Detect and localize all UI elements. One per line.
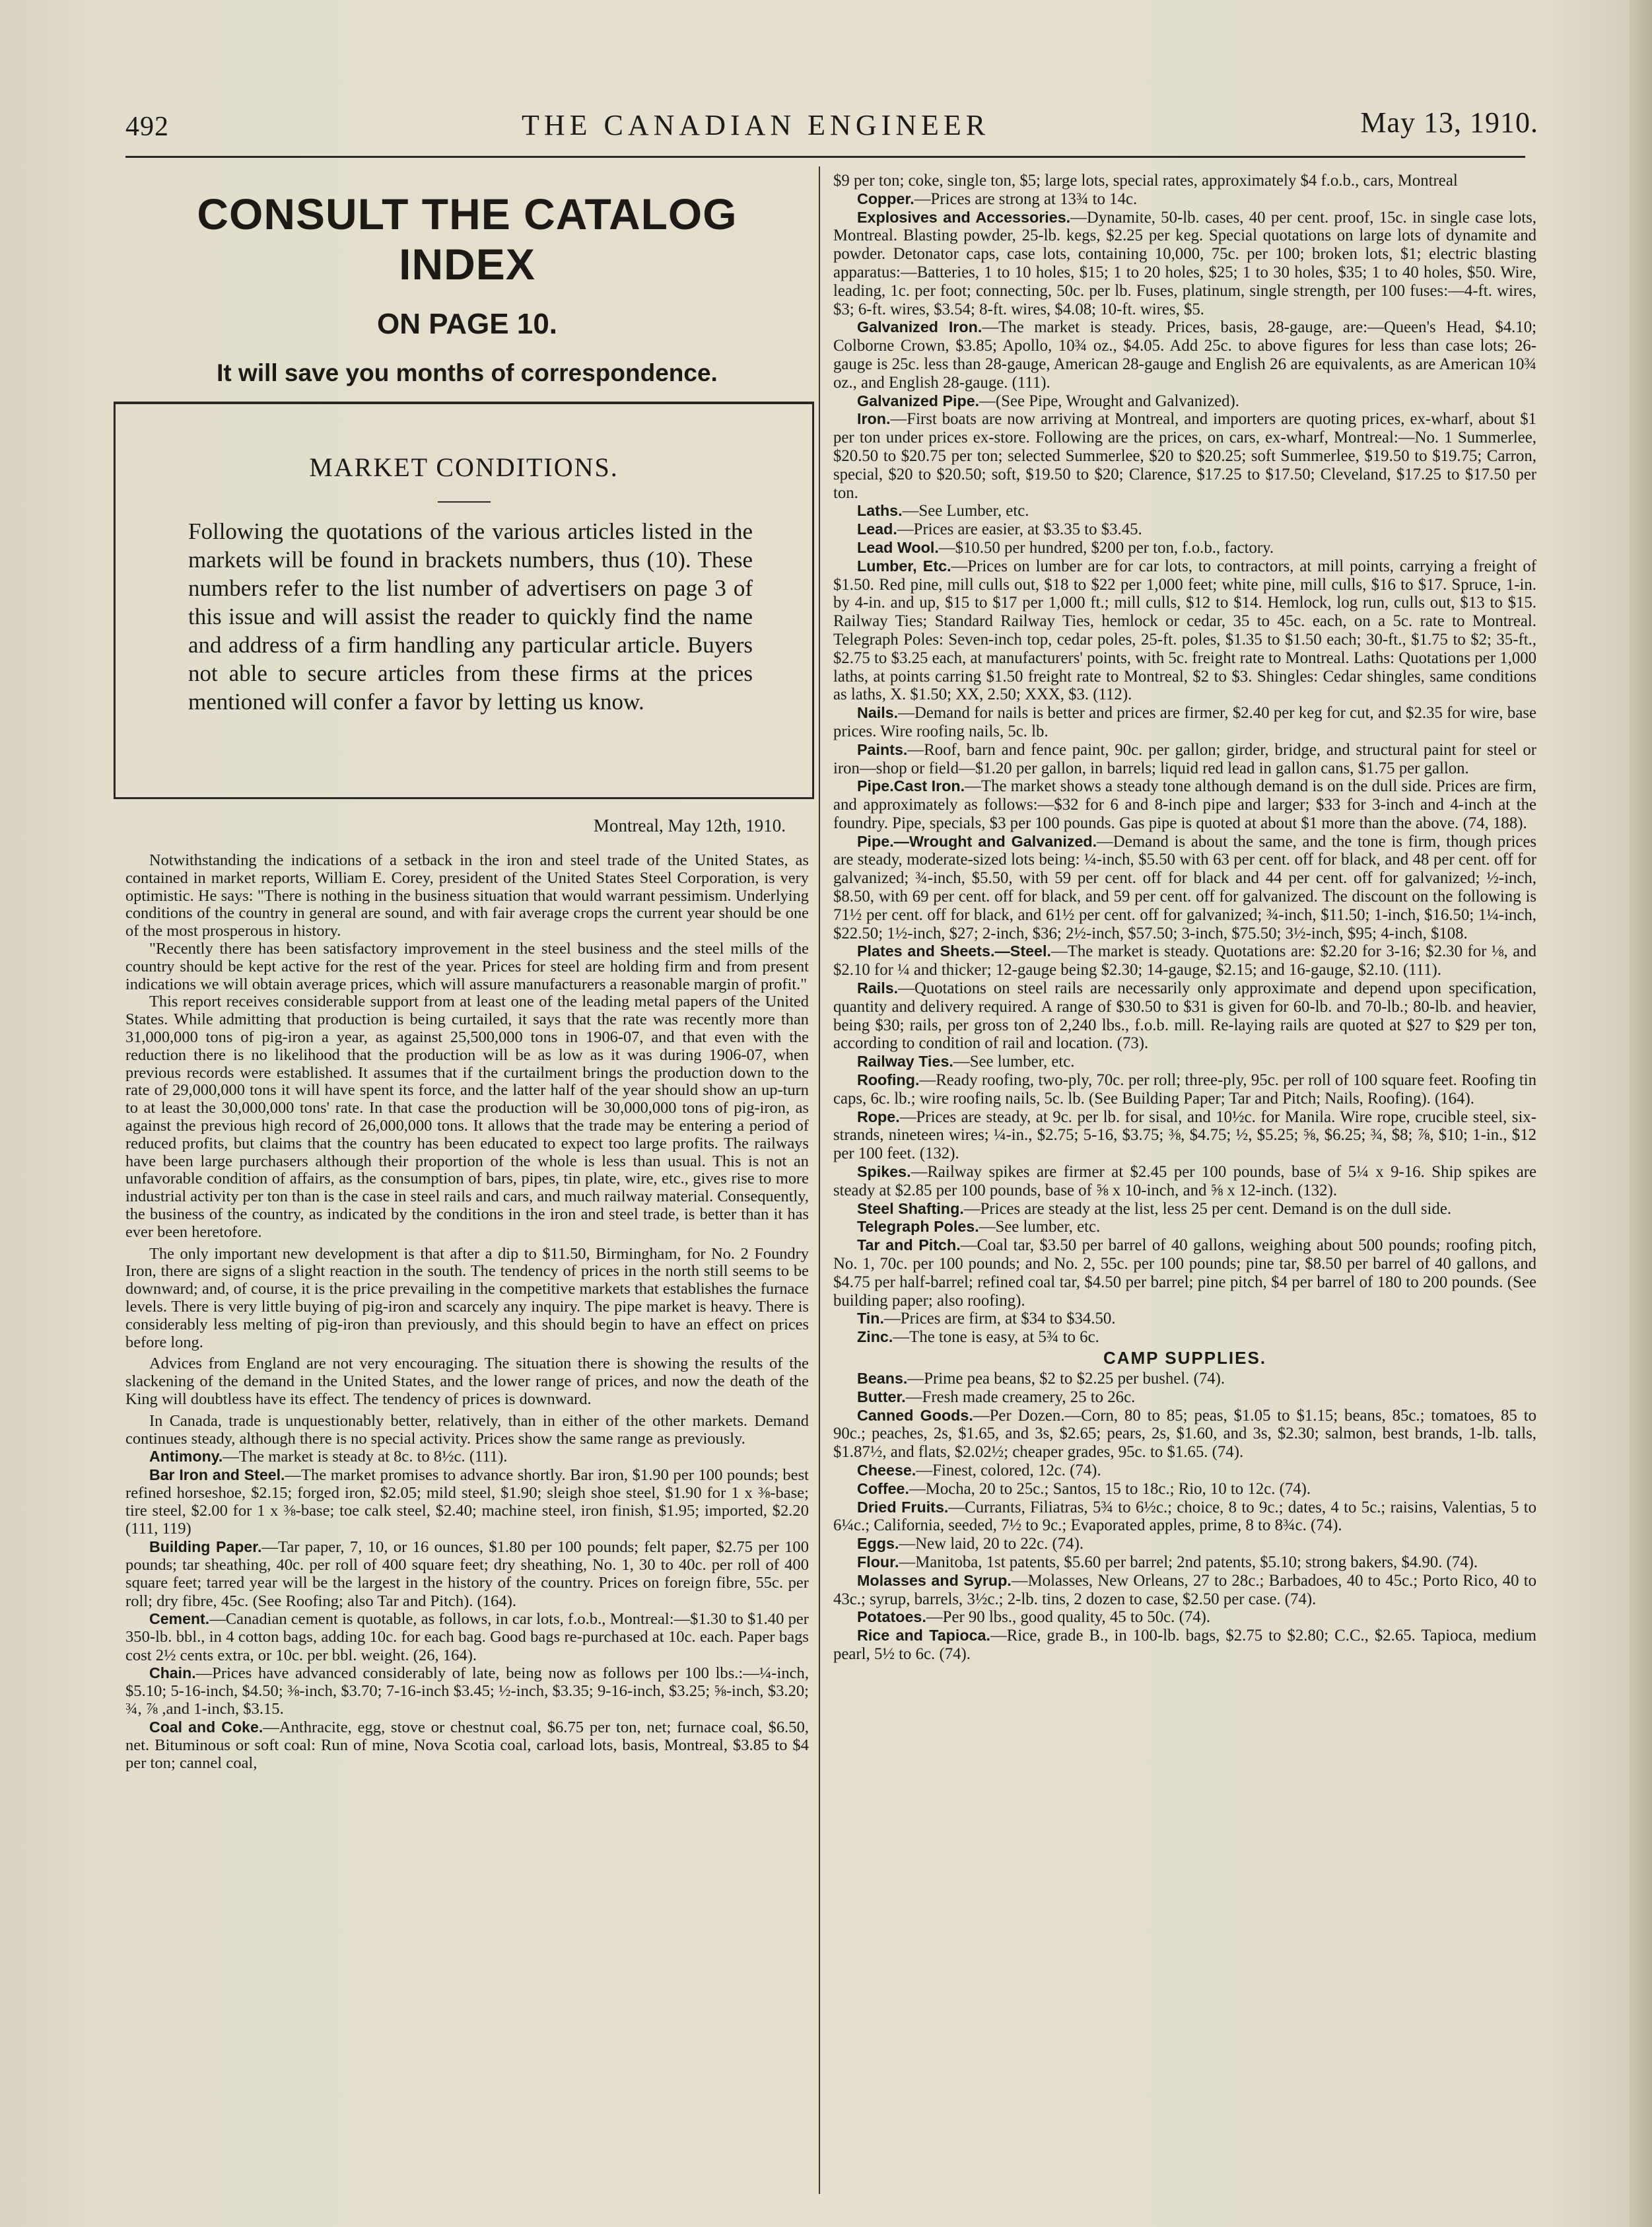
- market-item: [833, 1462, 1536, 1480]
- market-item: [833, 318, 1536, 392]
- market-item-heading: Cement.: [149, 1609, 210, 1627]
- market-item: [833, 979, 1536, 1053]
- market-item-text: —First boats are now arriving at Montreal, and importers are quoting prices, ex-wharf, about $1 per ton under prices ex-store. Following are the prices, on cars, ex-wharf, Montreal:—No. 1 Summerlee, $20.50 to $20.75 per ton; selected Summerlee, $20 to $20.25; soft Summerlee, $19.50 to $19.75; Carron, special, $20 to $20.50; soft, $19.50 to $20; Clarence, $17.25 to $17.50; Cleveland, $17.25 to $17.50 per ton.: [833, 410, 1536, 502]
- market-item-text: —See Lumber, etc.: [902, 502, 1029, 520]
- ad-tagline: It will save you months of correspondence.: [217, 359, 718, 386]
- market-item-text: —Railway spikes are firmer at $2.45 per 100 pounds, base of 5¼ x 9-16. Ship spikes are steady at $2.85 per 100 pounds, base of ⅝ x 10-inch, and ⅝ x 12-inch. (132).: [833, 1163, 1536, 1199]
- market-item: [125, 1664, 809, 1718]
- market-item-heading: Tin.: [857, 1310, 884, 1327]
- market-item: [833, 1310, 1536, 1328]
- market-item-heading: Spikes.: [857, 1163, 911, 1181]
- market-conditions-box: [114, 402, 814, 799]
- market-item-heading: Galvanized Iron.: [857, 318, 982, 336]
- market-item-text: —Manitoba, 1st patents, $5.60 per barrel; 2nd patents, $5.10; strong bakers, $4.90. (74).: [899, 1553, 1478, 1571]
- market-item-heading: Flour.: [857, 1553, 899, 1571]
- market-item-text: —Prices are strong at 13¾ to 14c.: [914, 190, 1138, 208]
- market-item: [833, 1553, 1536, 1572]
- market-item: [833, 1163, 1536, 1200]
- market-item: [833, 557, 1536, 704]
- market-item-heading: Copper.: [857, 190, 914, 207]
- market-item-heading: Coal and Coke.: [149, 1718, 263, 1736]
- page-number: 492: [125, 112, 169, 142]
- market-item-heading: Paints.: [857, 740, 908, 758]
- market-item: [125, 1466, 809, 1538]
- market-item-text: —Dynamite, 50-lb. cases, 40 per cent. proof, 15c. in single case lots, Montreal. Blasting powder, 25-lb. kegs, $2.25 per keg. Special quotations on large lots of dynamite and powder. Detonator caps, case lots, containing 10,000, 75c. per 100; broken lots, $1; electric blasting apparatus:—Batteries, 1 to 10 holes, $15; 1 to 20 holes, $25; 1 to 30 holes, $35; 1 to 40 holes, $50. Wire, leading, 1c. per foot; connecting, 50c. per lb. Fuses, platinum, single strength, per 100 fuses:—4-ft. wires, $3; 6-ft. wires, $3.54; 8-ft. wires, $4.08; 10-ft. wires, $5.: [833, 208, 1536, 318]
- market-item-text: —Prices are easier, at $3.35 to $3.45.: [897, 520, 1142, 539]
- market-item-heading: Telegraph Poles.: [857, 1218, 979, 1236]
- market-item-heading: Beans.: [857, 1370, 908, 1387]
- market-item-text: —Per 90 lbs., good quality, 45 to 50c. (74).: [926, 1608, 1211, 1627]
- market-item: [833, 1218, 1536, 1236]
- market-item-text: —Canadian cement is quotable, as follows, in car lots, f.o.b., Montreal:—$1.30 to $1.40 per 350-lb. bbl., in 4 cotton bags, adding 10c. for each bag. Good bags re-purchased at 10c. each. Paper bags cost 2½ cents extra, or 10c. per bbl. weight. (26, 164).: [125, 1609, 809, 1664]
- market-item: [125, 1610, 809, 1664]
- left-market-items: [125, 1448, 809, 1772]
- market-item: [833, 777, 1536, 832]
- market-item: [833, 1200, 1536, 1219]
- market-item-heading: Plates and Sheets.—Steel.: [857, 942, 1051, 960]
- market-item-text: —Anthracite, egg, stove or chestnut coal, $6.75 per ton, net; furnace coal, $6.50, net. Bituminous or soft coal: Run of mine, Nova Scotia coal, carload lots, basis, Montreal, $3.85 to $4 per ton; cannel coal,: [125, 1718, 809, 1773]
- market-item: [833, 410, 1536, 502]
- market-item-heading: Nails.: [857, 704, 899, 722]
- left-column: [125, 165, 809, 1773]
- market-item-text: —Prices are firm, at $34 to $34.50.: [884, 1310, 1116, 1328]
- market-item-heading: Bar Iron and Steel.: [149, 1466, 285, 1483]
- market-item: [833, 1108, 1536, 1163]
- market-item-heading: Explosives and Accessories.: [857, 208, 1071, 226]
- market-item-heading: Zinc.: [857, 1328, 893, 1346]
- market-item-heading: Rails.: [857, 979, 899, 997]
- market-item: [833, 502, 1536, 520]
- market-item: [833, 190, 1536, 209]
- market-item-text: —Demand is about the same, and the tone is firm, though prices are steady, moderate-sized lots being: ¼-inch, $5.50 with 63 per cent. off for black, and 48 per cent. off for galvanized; ¾-inch, $5.50, with 59 per cent. off for black and 44 per cent. off for galvanized; ½-inch, $8.50, with 69 per cent. off for black, and 59 per cent. off for galvanized. The discount on the following is 71½ per cent. off for black, and 61½ per cent. off for galvanized; ¾-inch, $11.50; 1-inch, $16.50; 1¼-inch, $22.50; 1½-inch, $27; 2-inch, $36; 2½-inch, $57.50; 3-inch, $75.50; 3½-inch, $95; 4-inch, $108.: [833, 832, 1536, 942]
- market-item: [833, 741, 1536, 778]
- market-item-text: —The market shows a steady tone although demand is on the dull side. Prices are firm, and approximately as follows:—$32 for 6 and 8-inch pipe and larger; $33 for 3-inch and 4-inch at the foundry. Pipe, specials, $3 per 100 pounds. Gas pipe is quoted at about $1 more than the above. (74, 188).: [833, 777, 1536, 832]
- market-item-heading: Antimony.: [149, 1448, 223, 1466]
- box-title-rule: [438, 501, 491, 503]
- market-item: [833, 833, 1536, 943]
- market-item-text: —Fresh made creamery, 25 to 26c.: [905, 1388, 1136, 1406]
- right-column: [833, 172, 1536, 1664]
- market-item-text: —Mocha, 20 to 25c.; Santos, 15 to 18c.; Rio, 10 to 12c. (74).: [909, 1479, 1311, 1498]
- market-item-heading: Pipe.Cast Iron.: [857, 777, 965, 795]
- right-market-items: [833, 190, 1536, 1347]
- market-item-heading: Lead.: [857, 520, 897, 538]
- market-item-text: —Coal tar, $3.50 per barrel of 40 gallons, weighing about 500 pounds; roofing pitch, No. 1, 70c. per 100 pounds; and No. 2, 55c. per 100 pounds; pine tar, $8.50 per barrel of 40 gallons, and $4.75 per half-barrel; refined coal tar, $4.50 per barrel; pine pitch, $4 per barrel of 180 to 200 pounds. (See building paper; also roofing).: [833, 1236, 1536, 1310]
- market-item-text: —The market is steady. Prices, basis, 28-gauge, are:—Queen's Head, $4.10; Colborne Crown, $3.85; Apollo, 10¾ oz., $4.05. Add 25c. to above figures for less than case lots; 26-gauge is 25c. less than 28-gauge, American 28-gauge and English 26 are equivalents, as are American 10¾ oz., and English 28-gauge. (111).: [833, 318, 1536, 392]
- story-paragraph: This report receives considerable support from at least one of the leading metal papers of the United States. While admitting that production is being curtailed, it says that the rate was recently more than 31,000,000 tons of pig-iron a year, as against 25,500,000 tons in 1906-07, and that even with the reduction there is no likelihood that the production will be as low as it was during 1906-07, when previous records were established. It assumes that if the curtailment brings the production down to the rate of 29,000,000 tons it will have spent its force, and the latter half of the year should show an up-turn to at least the 30,000,000 tons' rate. In that case the production will be 30,000,000 tons of pig-iron, as against the previous high record of 26,000,000 tons. It allows that the trade may be entering a period of reduced profits, but claims that the country has been educated to expect too large profits. The railways have been large purchasers although their proportion of the whole is less than usual. This is not an unfavorable condition of affairs, as the consumption of bars, pipes, tin plate, wire, etc., gives rise to more industrial activity per ton than is the case in steel rails and cars, and much railway material. Consequently, the business of the country, as indicated by the conditions in the iron and steel trade, is better than it has ever been heretofore.: [125, 993, 809, 1241]
- market-item-text: —The market is steady. Quotations are: $2.20 for 3-16; $2.30 for ⅛, and $2.10 for ¼ and thicker; 12-gauge being $2.30; 14-gauge, $2.15; and 16-gauge, $2.10. (111).: [833, 942, 1536, 979]
- market-item-heading: Dried Fruits.: [857, 1498, 949, 1516]
- market-item-heading: Canned Goods.: [857, 1406, 973, 1424]
- story-paragraph: The only important new development is that after a dip to $11.50, Birmingham, for No. 2 Foundry Iron, there are signs of a slight reaction in the south. The tendency of prices in the north still seems to be downward; and, of course, it is the price prevailing in the competitive markets that establishes the furnace levels. There is very little buying of pig-iron and scarcely any inquiry. The pipe market is heavy. There is considerably less melting of pig-iron than previously, and this should begin to have an effect on prices before long.: [125, 1244, 809, 1351]
- market-item-text: —Prime pea beans, $2 to $2.25 per bushel. (74).: [907, 1370, 1225, 1388]
- market-item-text: —Currants, Filiatras, 5¾ to 6½c.; choice, 8 to 9c.; dates, 4 to 5c.; raisins, Valentias, 5 to 6¼c.; California, seeded, 7½ to 9c.; Evaporated apples, prime, 8 to 8¾c. (74).: [833, 1498, 1536, 1535]
- market-item-heading: Coffee.: [857, 1479, 909, 1497]
- market-item-heading: Laths.: [857, 502, 903, 520]
- dateline: Montreal, May 12th, 1910.: [594, 816, 786, 835]
- market-item-heading: Building Paper.: [149, 1538, 262, 1555]
- market-item: [833, 392, 1536, 411]
- market-item-heading: Potatoes.: [857, 1608, 926, 1626]
- market-item-heading: Steel Shafting.: [857, 1199, 964, 1217]
- market-item-text: —Tar paper, 7, 10, or 16 ounces, $1.80 per 100 pounds; felt paper, $2.75 per 100 pounds; tar sheathing, 40c. per roll of 400 square feet; dry sheathing, No. 1, 30 to 40c. per roll of 400 square feet; tarred year will be the largest in the history of the country. Prices on foreign fibre, 55c. per roll; dry fibre, 45c. (See Roofing; also Tar and Pitch). (164).: [125, 1538, 809, 1610]
- market-conditions-title: MARKET CONDITIONS.: [309, 452, 619, 482]
- market-item-text: —$10.50 per hundred, $200 per ton, f.o.b., factory.: [938, 538, 1274, 557]
- market-item-text: —Roof, barn and fence paint, 90c. per gallon; girder, bridge, and structural paint for steel or iron—shop or field—$1.20 per gallon, in barrels; liquid red lead in gallon cans, $1.75 per gallon.: [833, 740, 1536, 777]
- market-item: [833, 1236, 1536, 1310]
- market-item: [833, 1627, 1536, 1664]
- market-item-heading: Cheese.: [857, 1461, 916, 1479]
- camp-supplies-heading: CAMP SUPPLIES.: [1103, 1348, 1267, 1368]
- market-item: [833, 539, 1536, 557]
- market-item-text: —Demand for nails is better and prices are firmer, $2.40 per keg for cut, and $2.35 for wire, base prices. Wire roofing nails, 5c. lb.: [833, 704, 1536, 740]
- market-item-text: —New laid, 20 to 22c. (74).: [899, 1535, 1084, 1553]
- market-item-text: —See lumber, etc.: [953, 1053, 1075, 1071]
- market-item-text: —Ready roofing, two-ply, 70c. per roll; three-ply, 95c. per roll of 100 square feet. Roofing tin caps, 6c. lb.; wire roofing nails, 5c. lb. (See Building Paper; Tar and Pitch; Nails, Roofing). (164).: [833, 1071, 1536, 1108]
- market-item-heading: Lead Wool.: [857, 538, 939, 556]
- camp-supplies-items: [833, 1370, 1536, 1664]
- market-item-heading: Butter.: [857, 1388, 906, 1405]
- market-item: [833, 1388, 1536, 1407]
- market-item: [125, 1448, 809, 1466]
- story-paragraph: Advices from England are not very encouraging. The situation there is showing the results of the slackening of the demand in the United States, and the lower range of prices, and now the death of the King will doubtless have its effect. The tendency of prices is downward.: [125, 1355, 809, 1408]
- market-item: [833, 520, 1536, 539]
- market-item-text: —The tone is easy, at 5¾ to 6c.: [893, 1328, 1099, 1347]
- market-item-text: —(See Pipe, Wrought and Galvanized).: [979, 392, 1239, 410]
- market-item-heading: Rice and Tapioca.: [857, 1627, 990, 1644]
- story-paragraph: In Canada, trade is unquestionably better, relatively, than in either of the other markets. Demand continues steady, although there is no special activity. Prices show the same range as previously.: [125, 1411, 809, 1448]
- market-item-heading: Rope.: [857, 1108, 900, 1125]
- market-conditions-body: Following the quotations of the various articles listed in the markets will be found in brackets numbers, thus (10). These numbers refer to the list number of advertisers on page 3 of this issue and will assist the reader to quickly find the name and address of a firm handling any particular article. Buyers not able to secure articles from these firms at the prices mentioned will confer a favor by letting us know.: [188, 518, 753, 715]
- market-item: [833, 1053, 1536, 1071]
- market-item-text: —The market promises to advance shortly. Bar iron, $1.90 per 100 pounds; best refined horseshoe, $2.15; forged iron, $2.05; mild steel, $1.90; sleigh shoe steel, $1.90 for 1 x ⅜-base; tire steel, $2.00 for 1 x ⅜-base; toe calk steel, $2.40; machine steel, iron finish, $1.95; imported, $2.20 (111, 119): [125, 1466, 809, 1538]
- market-item: [833, 1608, 1536, 1627]
- market-item-heading: Eggs.: [857, 1535, 899, 1553]
- market-item: [833, 209, 1536, 319]
- market-item-text: —Prices have advanced considerably of late, being now as follows per 100 lbs.:—¼-inch, $5.10; 5-16-inch, $4.50; ⅜-inch, $3.70; 7-16-inch $3.45; ½-inch, $3.35; 9-16-inch, $3.25; ⅝-inch, $3.20; ¾, ⅞ ,and 1-inch, $3.15.: [125, 1664, 809, 1718]
- market-item: [833, 1328, 1536, 1347]
- market-item: [125, 1718, 809, 1773]
- page-header: [125, 99, 1538, 152]
- market-item-text: —Molasses, New Orleans, 27 to 28c.; Barbadoes, 40 to 45c.; Porto Rico, 40 to 43c.; syrup, barrels, 3½c.; 2-lb. tins, 2 dozen to case, $2.50 per case. (74).: [833, 1571, 1536, 1608]
- market-item: [833, 1499, 1536, 1536]
- market-item: [833, 1370, 1536, 1388]
- market-item: [833, 704, 1536, 741]
- market-item: [833, 1071, 1536, 1108]
- market-item-heading: Tar and Pitch.: [857, 1236, 961, 1254]
- coal-continuation: $9 per ton; coke, single ton, $5; large lots, special rates, approximately $4 f.o.b., cars, Montreal: [833, 172, 1458, 190]
- column-divider: [819, 166, 820, 2194]
- market-item-text: —Quotations on steel rails are necessarily only approximate and depend upon specification, quantity and delivery required. A range of $30.50 to $31 is given for 60-lb. and 70-lb.; 80-lb. and heavier, being $30; rails, per gross ton of 2,240 lbs., f.o.b. mill. Re-laying rails are quoted at $27 to $29 per ton, according to condition of rail and location. (73).: [833, 979, 1536, 1053]
- ad-subline: ON PAGE 10.: [376, 308, 558, 340]
- market-item-text: —See lumber, etc.: [979, 1218, 1101, 1236]
- market-item-text: —Prices are steady, at 9c. per lb. for sisal, and 10½c. for Manila. Wire rope, crucible steel, six-strands, nineteen wires; ¼-in., $2.75; 5-16, $3.75; ⅜, $4.75; ½, $5.25; ⅝, $6.25; ¾, $8; ⅞, $10; 1-in., $12 per 100 feet. (132).: [833, 1108, 1536, 1163]
- market-item-heading: Galvanized Pipe.: [857, 392, 980, 409]
- market-item-text: —Prices on lumber are for car lots, to contractors, at mill points, carrying a freight of $1.50. Red pine, mill culls out, $18 to $22 per 1,000 feet; white pine, mill culls, $16 to $17. Spruce, 1-in. by 4-in. and up, $15 to $17 per 1,000 ft.; mill culls, $12 to $14. Hemlock, log run, culls out, $13 to $15. Railway Ties; Standard Railway Ties, hemlock or cedar, 35 to 45c. each, on a 5c. rate to Montreal. Telegraph Poles: Seven-inch top, cedar poles, 25-ft. poles, $1.35 to $1.50 each; 30-ft., $1.75 to $2; 35-ft., $2.75 to $3.25 each, at manufacturers' points, with 5c. freight rate to Montreal. Laths: Quotations per 1,000 laths, at points carring $1.50 freight rate to Montreal, $2 to $3. Shingles: Cedar shingles, same conditions as laths, X. $1.50; XX, 2.50; XXX, $3. (112).: [833, 557, 1536, 704]
- market-item-heading: Pipe.—Wrought and Galvanized.: [857, 832, 1097, 850]
- market-item: [833, 942, 1536, 979]
- market-item-text: —The market is steady at 8c. to 8½c. (111).: [223, 1448, 508, 1466]
- market-item-text: —Rice, grade B., in 100-lb. bags, $2.75 to $2.80; C.C., $2.65. Tapioca, medium pearl, 5½ to 6c. (74).: [833, 1627, 1536, 1663]
- market-item: [833, 1407, 1536, 1462]
- market-item: [833, 1535, 1536, 1553]
- issue-date: May 13, 1910.: [1360, 106, 1538, 139]
- journal-title: THE CANADIAN ENGINEER: [522, 109, 990, 141]
- story-paragraph: Notwithstanding the indications of a setback in the iron and steel trade of the United States, as contained in market reports, William E. Corey, president of the United States Steel Corporation, is very optimistic. He says: "There is nothing in the business situation that would warrant pessimism. Underlying conditions of the country in general are sound, and with fair average crops the current year should be one of the most prosperous in history.: [125, 851, 809, 940]
- story-paragraph: "Recently there has been satisfactory improvement in the steel business and the steel mills of the country should be kept active for the rest of the year. Prices for steel are holding firm and from present indications we will obtain average prices, which will assure manufacturers a reasonable margin of profit.": [125, 939, 809, 993]
- market-item-heading: Chain.: [149, 1664, 196, 1681]
- market-item-heading: Lumber, Etc.: [857, 557, 951, 575]
- market-item-heading: Roofing.: [857, 1071, 920, 1089]
- market-story: [125, 852, 809, 1773]
- market-item-heading: Iron.: [857, 410, 891, 428]
- header-rule: [125, 156, 1525, 158]
- market-item: [833, 1572, 1536, 1609]
- market-item: [833, 1480, 1536, 1499]
- market-item-heading: Railway Ties.: [857, 1053, 953, 1071]
- ad-headline: CONSULT THE CATALOG INDEX: [197, 190, 738, 289]
- market-item-text: —Finest, colored, 12c. (74).: [916, 1461, 1101, 1479]
- page-binding-edge: [1630, 0, 1652, 2227]
- market-item: [125, 1538, 809, 1610]
- market-item-heading: Molasses and Syrup.: [857, 1571, 1012, 1589]
- market-item-text: —Prices are steady at the list, less 25 per cent. Demand is on the dull side.: [963, 1199, 1452, 1218]
- market-item-text: —Per Dozen.—Corn, 80 to 85; peas, $1.05 to $1.15; beans, 85c.; tomatoes, 85 to 90c.; peaches, 2s, $1.65, and 3s, $2.65; pears, 2s, $1.60, and 3s, $2.30; salmon, best brands, 1-lb. talls, $1.87½, and flats, $2.02½; cheaper grades, 95c. to $1.65. (74).: [833, 1406, 1536, 1462]
